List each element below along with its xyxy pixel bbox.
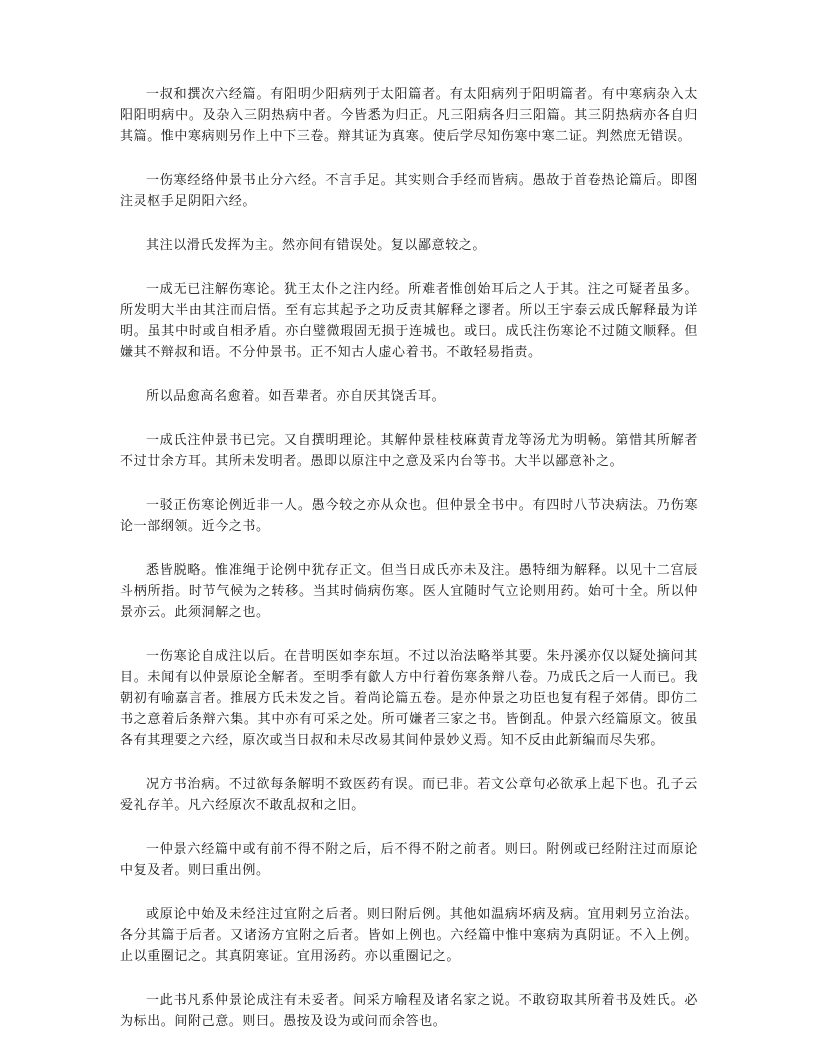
paragraph: 一仲景六经篇中或有前不得不附之后，后不得不附之前者。则曰。附例或已经附注过而原论中复及者。则曰重出例。 <box>120 842 698 878</box>
paragraph: 一成氏注仲景书已完。又自撰明理论。其解仲景桂枝麻黄青龙等汤尤为明畅。第惜其所解者不过廿余方耳。其所未发明者。愚即以原注中之意及采内台等书。大半以鄙意补之。 <box>120 433 698 469</box>
paragraph: 一伤寒经络仲景书止分六经。不言手足。其实则合手经而皆病。愚故于首卷热论篇后。即图注灵枢手足阴阳六经。 <box>120 173 698 209</box>
paragraph: 一叔和撰次六经篇。有阳明少阳病列于太阳篇者。有太阳病列于阳明篇者。有中寒病杂入太阳阳明病中。及杂入三阴热病中者。今皆悉为归正。凡三阳病各归三阳篇。其三阴热病亦各自归其篇。惟中寒病则另作上中下三卷。辩其证为真寒。使后学尽知伤寒中寒二证。判然庶无错误。 <box>120 87 698 144</box>
paragraph: 其注以滑氏发挥为主。然亦间有错误处。复以鄙意较之。 <box>146 238 487 253</box>
document-page <box>120 84 698 1055</box>
paragraph: 一此书凡系仲景论成注有未妥者。间采方喻程及诸名家之说。不敢窃取其所着书及姓氏。必为标出。间附己意。则曰。愚按及设为或问而余答也。 <box>120 993 698 1029</box>
paragraph: 一伤寒论自成注以后。在昔明医如李东垣。不过以治法略举其要。朱丹溪亦仅以疑处摘问其目。未闻有以仲景原论全解者。至明季有歙人方中行着伤寒条辩八卷。乃成氏之后一人而已。我朝初有喻嘉言者。推展方氏未发之旨。着尚论篇五卷。是亦仲景之功臣也复有程子郊倩。即仿二书之意着后条辩六集。其中亦有可采之处。所可嫌者三家之书。皆倒乱。仲景六经篇原文。彼虽各有其理要之六经，原次或当日叔和未尽改易其间仲景妙义焉。知不反由此新编而尽失邪。 <box>120 649 698 748</box>
paragraph: 一驳正伤寒论例近非一人。愚今较之亦从众也。但仲景全书中。有四时八节决病法。乃伤寒论一部纲领。近今之书。 <box>120 498 698 534</box>
paragraph: 况方书治病。不过欲每条解明不致医药有误。而已非。若文公章句必欲承上起下也。孔子云爱礼存羊。凡六经原次不敢乱叔和之旧。 <box>120 777 698 813</box>
paragraph: 一成无已注解伤寒论。犹王太仆之注内经。所难者惟创始耳后之人于其。注之可疑者虽多。所发明大半由其注而启悟。至有忘其起予之功反责其解释之谬者。所以王宇泰云成氏解释最为详明。虽其中时或自相矛盾。亦白璧微瑕固无损于连城也。或曰。成氏注伤寒论不过随文顺释。但嫌其不辩叔和语。不分仲景书。正不知古人虚心着书。不敢轻易指责。 <box>120 282 698 360</box>
paragraph: 所以品愈高名愈着。如吾辈者。亦自厌其饶舌耳。 <box>146 389 446 404</box>
paragraph: 悉皆脱略。惟准绳于论例中犹存正文。但当日成氏亦未及注。愚特细为解释。以见十二宫辰斗柄所指。时节气候为之转移。当其时倘病伤寒。医人宜随时气立论则用药。始可十全。所以仲景亦云。此须洞解之也。 <box>120 563 698 620</box>
paragraph: 或原论中始及未经注过宜附之后者。则曰附后例。其他如温病坏病及病。宜用剌另立治法。各分其篇于后者。又诸汤方宜附之后者。皆如上例也。六经篇中惟中寒病为真阴证。不入上例。止以重圈记之。其真阴寒证。宜用汤药。亦以重圈记之。 <box>120 907 698 964</box>
